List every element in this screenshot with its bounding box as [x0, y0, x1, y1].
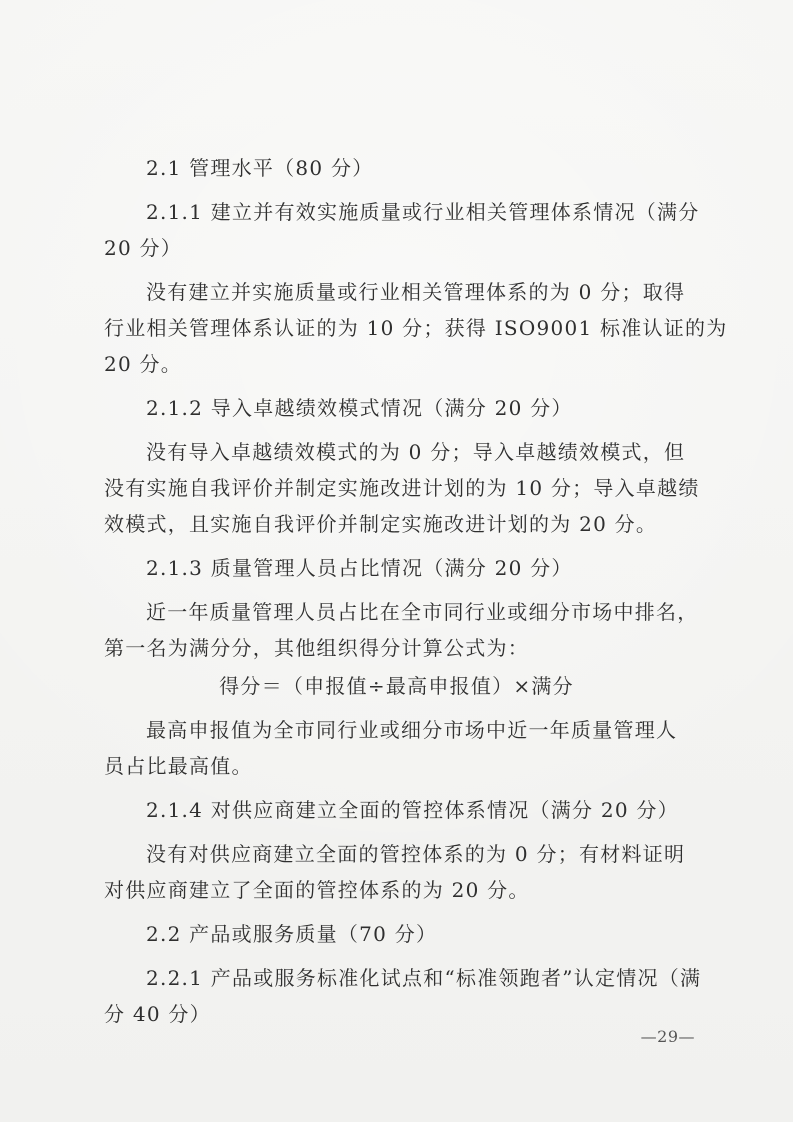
paragraph-line: 对供应商建立了全面的管控体系的为 20 分。: [104, 878, 530, 902]
page-number: —29—: [640, 1027, 695, 1046]
subsection-heading-continuation: 分 40 分）: [104, 1002, 211, 1026]
paragraph-line: 没有建立并实施质量或行业相关管理体系的为 0 分；取得: [146, 280, 686, 304]
subsection-heading: 2.1.2 导入卓越绩效模式情况（满分 20 分）: [146, 396, 573, 420]
subsection-heading: 2.1.4 对供应商建立全面的管控体系情况（满分 20 分）: [146, 798, 679, 822]
subsection-heading: 2.1.1 建立并有效实施质量或行业相关管理体系情况（满分: [146, 200, 700, 224]
subsection-heading: 2.2.1 产品或服务标准化试点和“标准领跑者”认定情况（满: [146, 966, 702, 990]
paragraph-line: 效模式，且实施自我评价并制定实施改进计划的为 20 分。: [104, 512, 658, 536]
paragraph-line: 员占比最高值。: [104, 754, 253, 778]
paragraph-line: 最高申报值为全市同行业或细分市场中近一年质量管理人: [146, 718, 678, 742]
formula-line: 得分＝（申报值÷最高申报值）×满分: [219, 674, 574, 698]
section-heading: 2.2 产品或服务质量（70 分）: [146, 922, 438, 946]
paragraph-line: 没有导入卓越绩效模式的为 0 分；导入卓越绩效模式，但: [146, 440, 686, 464]
paragraph-line: 没有实施自我评价并制定实施改进计划的为 10 分；导入卓越绩: [104, 476, 700, 500]
subsection-heading-continuation: 20 分）: [104, 236, 183, 260]
paragraph-line: 行业相关管理体系认证的为 10 分；获得 ISO9001 标准认证的为: [104, 316, 728, 340]
paragraph-line: 第一名为满分分，其他组织得分计算公式为：: [104, 636, 529, 660]
paragraph-line: 近一年质量管理人员占比在全市同行业或细分市场中排名，: [146, 600, 699, 624]
paragraph-line: 没有对供应商建立全面的管控体系的为 0 分；有材料证明: [146, 842, 686, 866]
section-heading: 2.1 管理水平（80 分）: [146, 156, 374, 180]
subsection-heading: 2.1.3 质量管理人员占比情况（满分 20 分）: [146, 556, 573, 580]
document-body: [104, 150, 728, 1032]
paragraph-line: 20 分。: [104, 352, 183, 376]
